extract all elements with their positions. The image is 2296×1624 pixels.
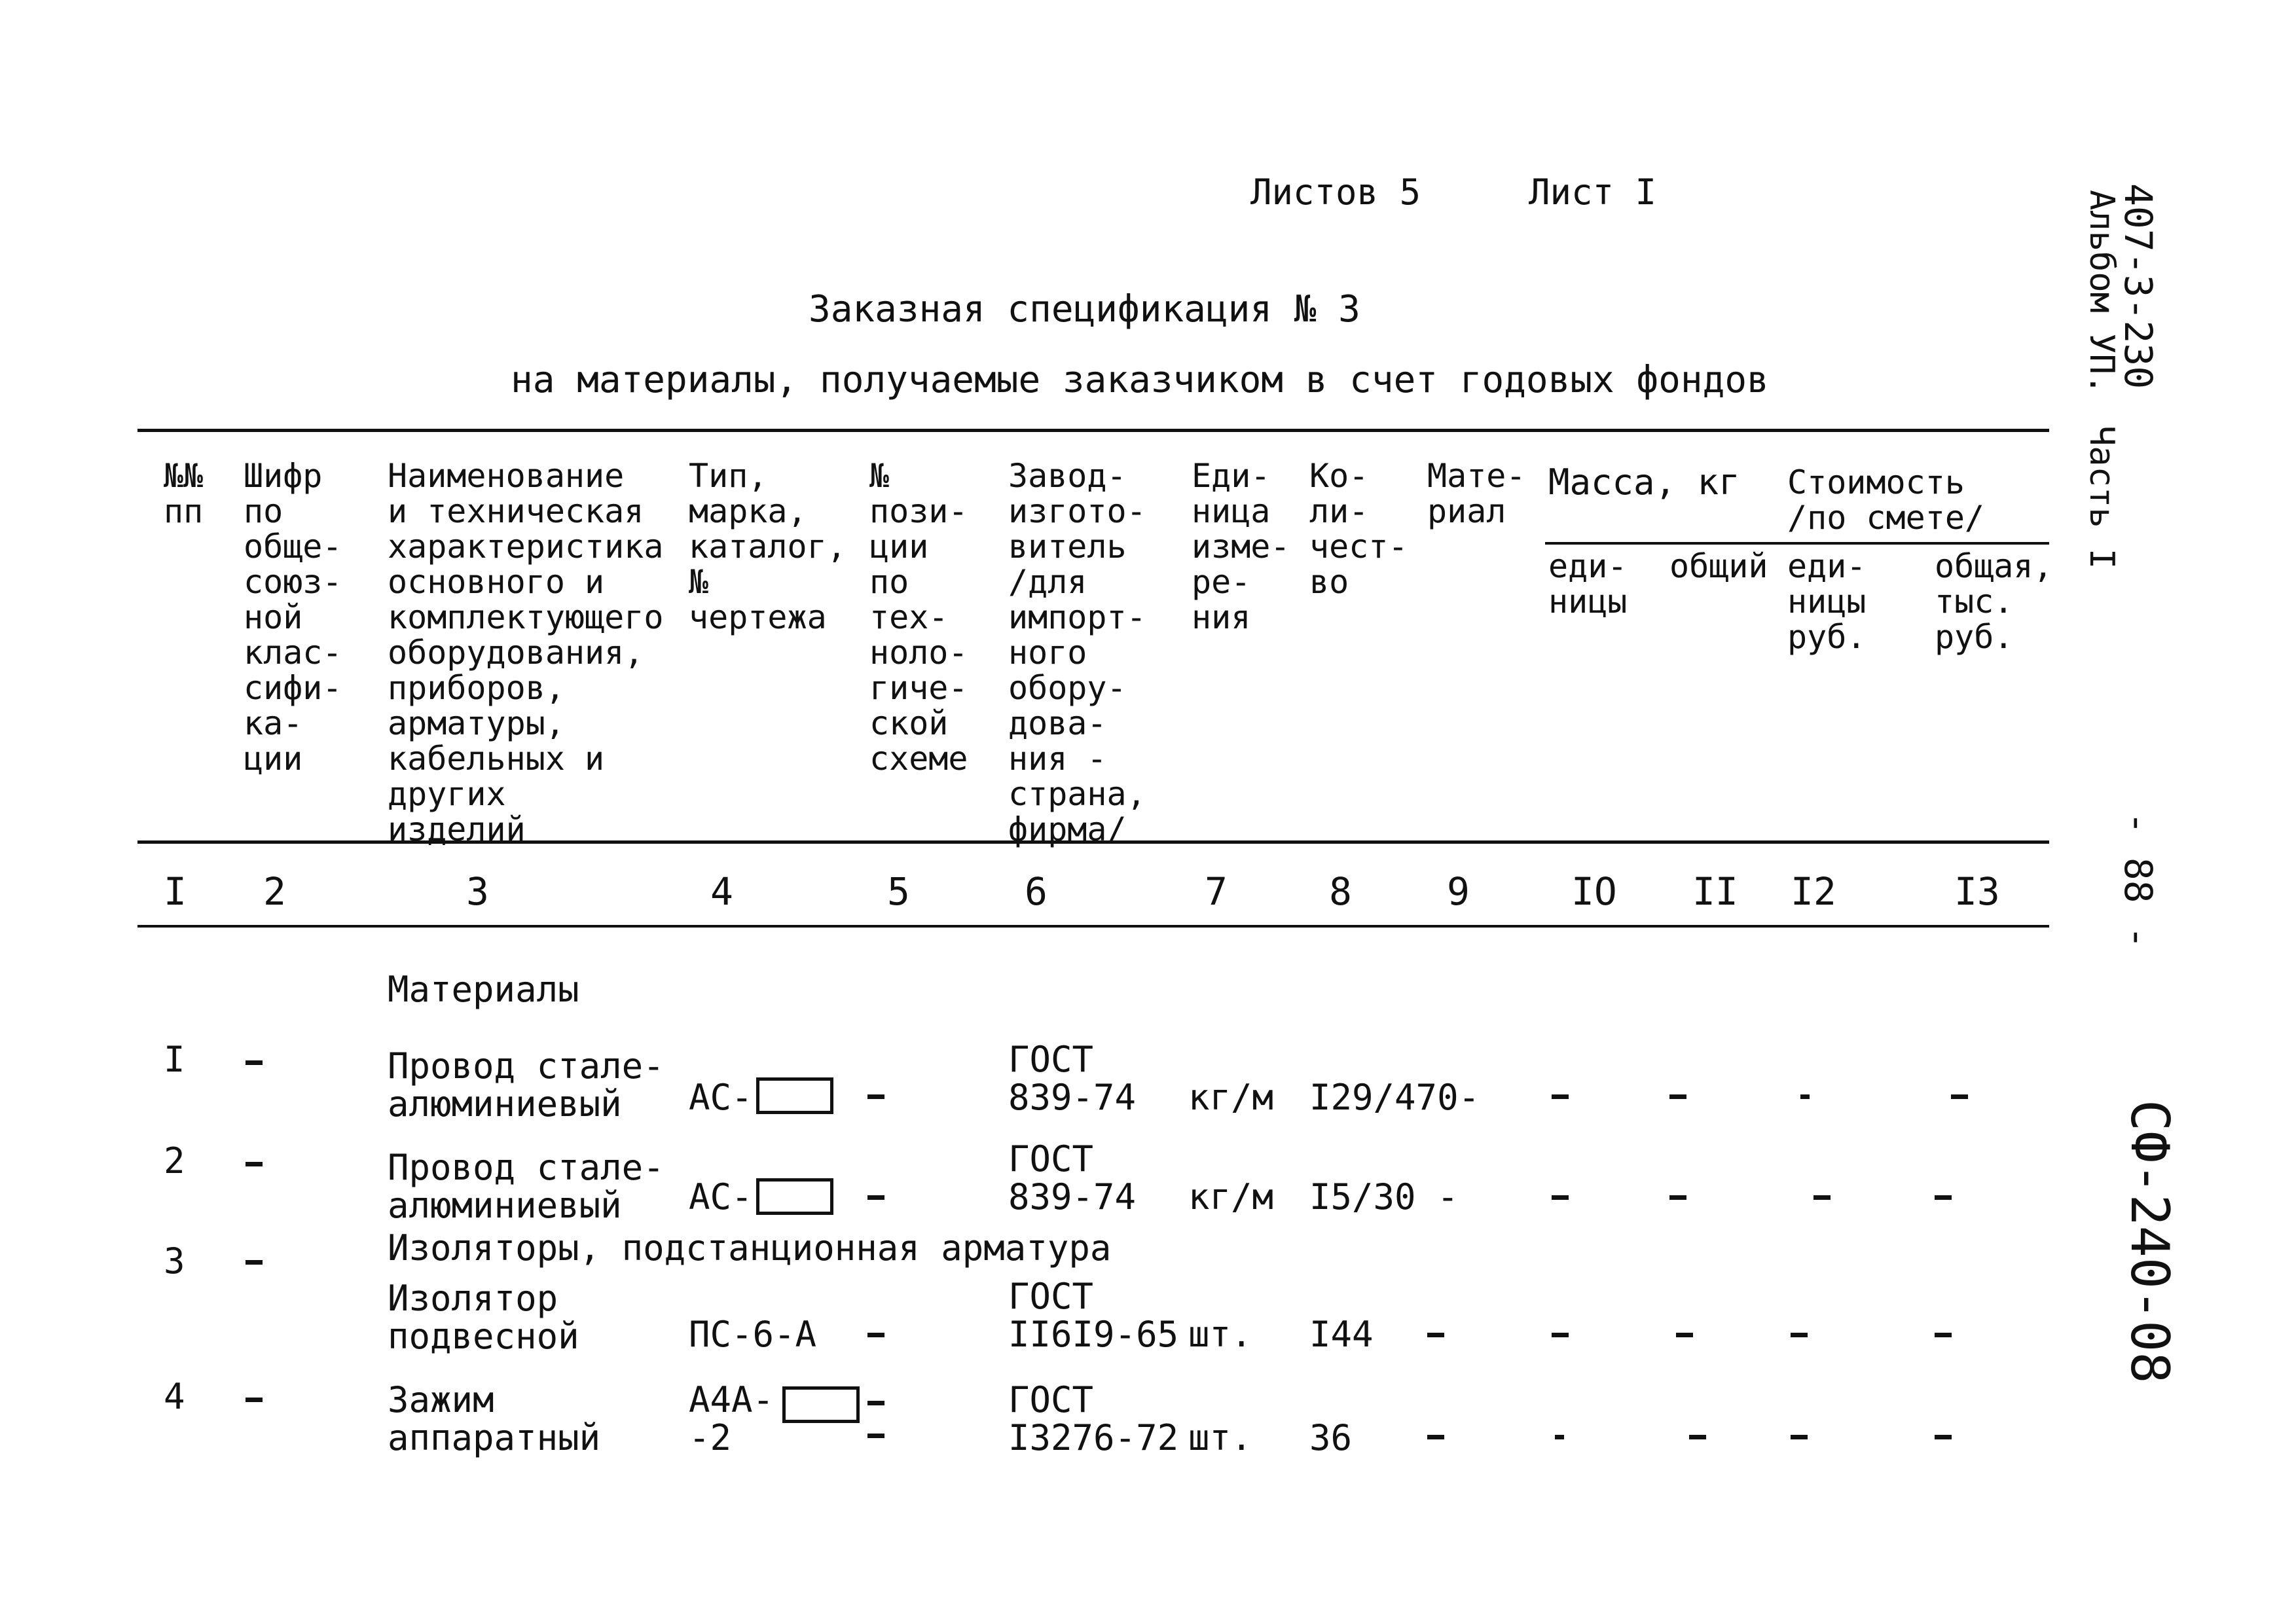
colnum-2: 2 xyxy=(263,869,286,914)
colnum-13: I3 xyxy=(1954,869,2000,914)
row1-type-box xyxy=(756,1077,833,1114)
row1-c11-dash xyxy=(1669,1094,1686,1099)
top-rule xyxy=(137,429,2049,432)
row2-name: Провод стале- алюминиевый xyxy=(388,1147,665,1226)
row3-name: Изолятор подвесной xyxy=(388,1278,579,1357)
colnum-4: 4 xyxy=(710,869,733,914)
row1-maker: ГОСТ 839-74 xyxy=(1008,1039,1137,1118)
row4-c9-dash xyxy=(1427,1435,1444,1439)
row2-pos-dash xyxy=(867,1195,884,1200)
row2-c10-dash xyxy=(1552,1195,1569,1200)
col-qty-header: Ко- ли- чест- во xyxy=(1309,457,1408,601)
row4-unit: шт. xyxy=(1188,1417,1252,1458)
row2-c13-dash xyxy=(1935,1195,1952,1200)
row3-type: ПС-6-А xyxy=(689,1314,817,1355)
row3-code-dash xyxy=(246,1260,263,1265)
colnum-12: I2 xyxy=(1791,869,1836,914)
row4-code-dash xyxy=(246,1398,263,1402)
row2-c12-dash xyxy=(1813,1195,1831,1200)
row2-type: АС- xyxy=(689,1176,753,1218)
mass-subrule xyxy=(1545,542,1800,545)
col-type-header: Тип, марка, каталог, № чертежа xyxy=(689,457,847,636)
album-code: 407-3-230 xyxy=(2116,183,2160,389)
col-position-header: № пози- ции по тех- ноло- гиче- ской схеме xyxy=(869,457,968,778)
row3-maker: ГОСТ II6I9-65 xyxy=(1008,1276,1179,1355)
col-unit-header: Еди- ница изме- ре- ния xyxy=(1192,457,1290,636)
row1-unit: кг/м xyxy=(1188,1077,1274,1118)
document-subtitle: на материалы, получаемые заказчиком в счет годовых фондов xyxy=(511,359,1769,401)
sheets-total: Листов 5 xyxy=(1250,171,1421,213)
row2-qty: I5/30 - xyxy=(1309,1176,1459,1218)
part-label: Часть I xyxy=(2082,425,2121,569)
cost-header: Стоимость /по смете/ xyxy=(1787,463,1985,537)
col-mass-total-header: общий xyxy=(1669,547,1768,585)
row4-number: 4 xyxy=(164,1376,185,1417)
colnum-1: I xyxy=(164,869,187,914)
row3-c10-dash xyxy=(1552,1333,1569,1337)
row1-code-dash xyxy=(246,1060,263,1065)
row4-pos-dash-1 xyxy=(867,1401,884,1405)
row4-pos-dash-2 xyxy=(867,1434,884,1438)
row1-type: АС- xyxy=(689,1077,753,1118)
row3-c9-dash xyxy=(1427,1333,1444,1337)
row3-c13-dash xyxy=(1935,1333,1952,1337)
col-name-header: Наименование и техническая характеристика основного и комплектующего оборудования, приборов, арматуры, кабельных и других изделий xyxy=(388,457,664,848)
row3-number: 3 xyxy=(164,1240,185,1282)
row4-name: Зажим аппаратный xyxy=(388,1379,601,1458)
row4-c12-dash xyxy=(1791,1435,1808,1439)
row1-c12-dash xyxy=(1800,1094,1810,1099)
row2-number: 2 xyxy=(164,1140,185,1182)
row1-c10-dash xyxy=(1552,1094,1569,1099)
row2-code-dash xyxy=(246,1162,263,1166)
row3-unit: шт. xyxy=(1188,1314,1252,1355)
document-title: Заказная спецификация № 3 xyxy=(809,288,1360,331)
row3-section: Изоляторы, подстанционная арматура xyxy=(388,1227,1112,1269)
colnum-9: 9 xyxy=(1447,869,1470,914)
stamp-code: СФ-240-08 xyxy=(2119,1100,2180,1384)
row1-number: I xyxy=(164,1039,185,1080)
album-label: Альбом УП. xyxy=(2082,190,2121,395)
colnum-10: IO xyxy=(1571,869,1617,914)
col-code-header: Шифр по обще- союз- ной клас- сифи- ка- ции xyxy=(244,457,342,778)
col-mass-unit-header: еди- ницы xyxy=(1548,547,1628,621)
sheet-number: Лист I xyxy=(1529,171,1657,213)
row4-qty: 36 xyxy=(1309,1417,1353,1458)
row3-pos-dash xyxy=(867,1333,884,1337)
colnum-3: 3 xyxy=(466,869,489,914)
row4-c13-dash xyxy=(1935,1435,1952,1439)
row4-type: А4А- -2 xyxy=(689,1379,774,1458)
row4-c10-dash xyxy=(1555,1435,1564,1439)
row2-c11-dash xyxy=(1669,1195,1686,1200)
colnum-5: 5 xyxy=(887,869,910,914)
row3-c12-dash xyxy=(1791,1333,1808,1337)
col-material-header: Мате- риал xyxy=(1427,457,1526,530)
colnum-6: 6 xyxy=(1025,869,1048,914)
col-cost-unit-header: еди- ницы руб. xyxy=(1787,547,1867,656)
col-number-header: №№ пп xyxy=(164,457,204,530)
row4-maker: ГОСТ I3276-72 xyxy=(1008,1379,1179,1458)
numbers-bottom-rule xyxy=(137,925,2049,928)
colnum-8: 8 xyxy=(1329,869,1352,914)
row1-c13-dash xyxy=(1951,1094,1968,1099)
col-maker-header: Завод- изгото- витель /для импорт- ного обору- дова- ния - страна, фирма/ xyxy=(1008,457,1146,848)
page-number: - 88 - xyxy=(2116,812,2160,949)
section-materials: Материалы xyxy=(388,969,579,1010)
colnum-7: 7 xyxy=(1205,869,1228,914)
row1-name: Провод стале- алюминиевый xyxy=(388,1045,665,1125)
row1-pos-dash xyxy=(867,1094,884,1099)
row2-maker: ГОСТ 839-74 xyxy=(1008,1138,1137,1218)
row2-type-box xyxy=(756,1178,833,1215)
row4-type-box xyxy=(782,1386,860,1423)
row4-c11-dash xyxy=(1689,1435,1706,1439)
mass-header: Масса, кг xyxy=(1548,461,1740,503)
row1-qty: I29/470- xyxy=(1309,1077,1480,1118)
col-cost-total-header: общая, тыс. руб. xyxy=(1935,547,2053,656)
row2-unit: кг/м xyxy=(1188,1176,1274,1218)
row3-qty: I44 xyxy=(1309,1314,1374,1355)
cost-subrule xyxy=(1781,542,2049,545)
colnum-11: II xyxy=(1692,869,1738,914)
row3-c11-dash xyxy=(1676,1333,1693,1337)
